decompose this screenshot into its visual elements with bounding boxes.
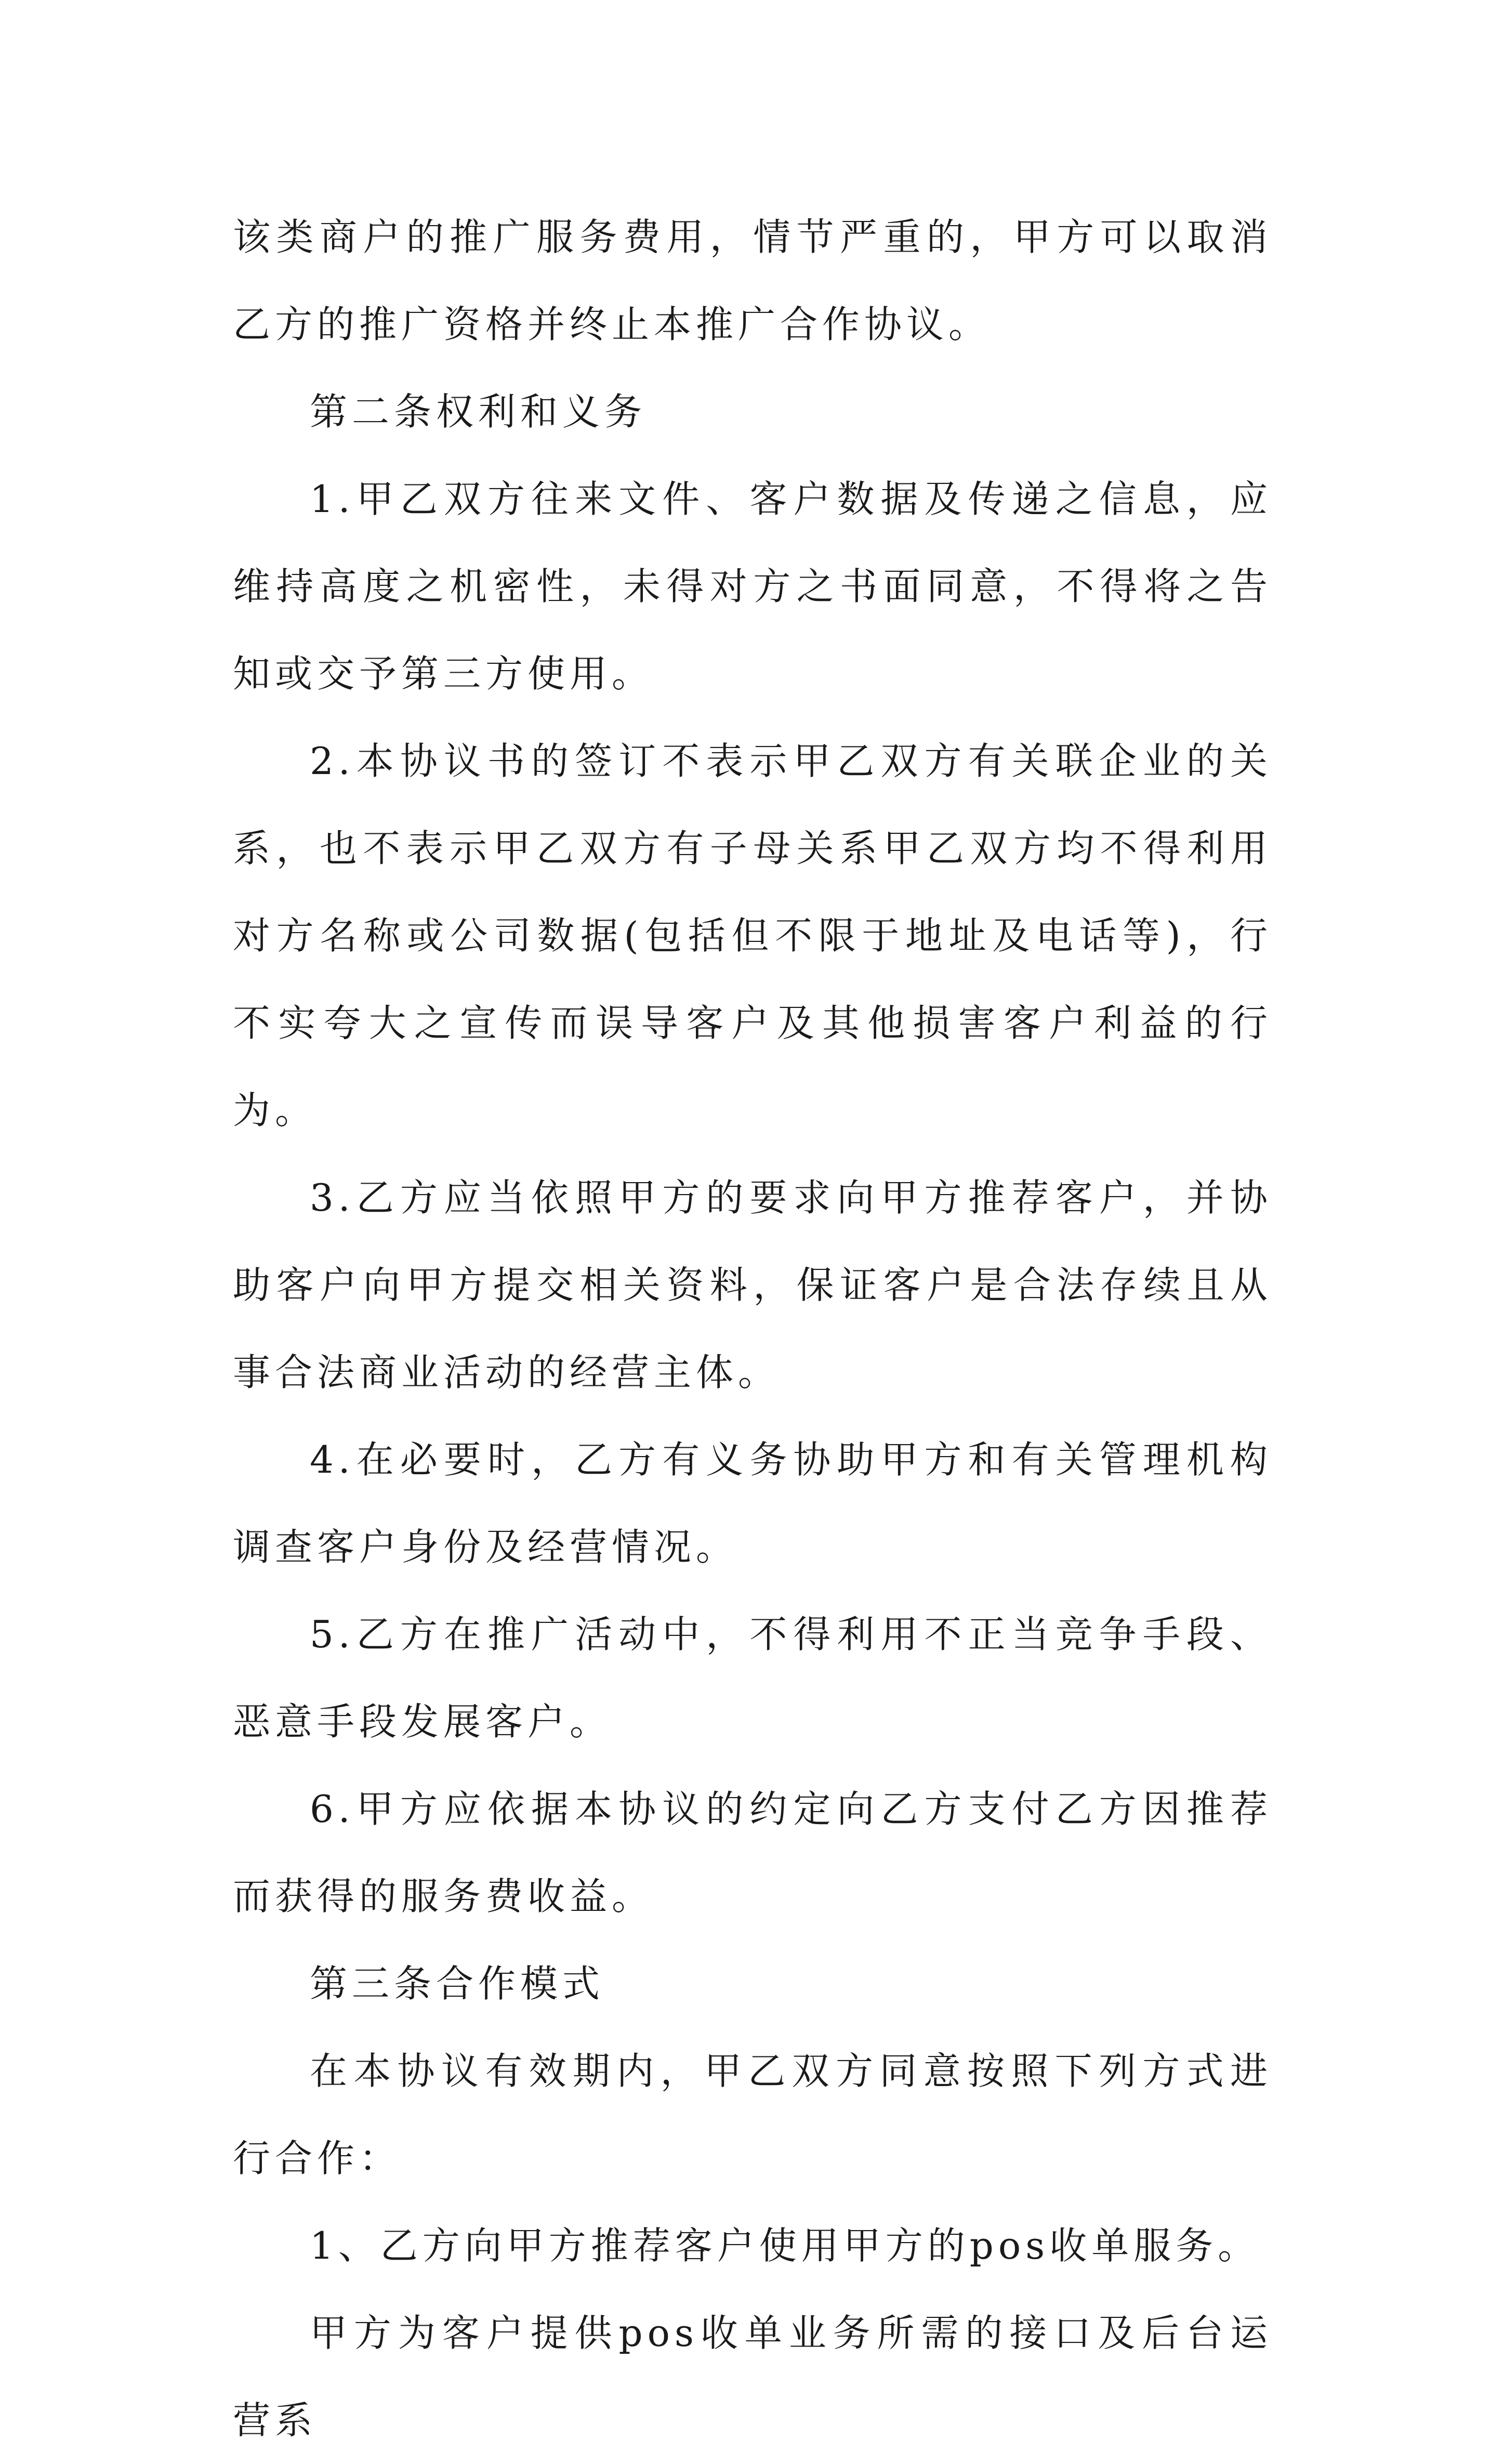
section-heading-cooperation-mode: 第三条合作模式 [310, 1962, 605, 2006]
paragraph-item-5-competition: 5.乙方在推广活动中，不得利用不正当竞争手段、恶意手段发展客户。 [233, 1613, 1272, 1744]
paragraph-pos-system: 甲方为客户提供pos收单业务所需的接口及后台运营系 [233, 2311, 1272, 2442]
paragraph-item-4-investigation: 4.在必要时，乙方有义务协助甲方和有关管理机构调查客户身份及经营情况。 [233, 1438, 1272, 1569]
paragraph-item-6-payment: 6.甲方应依据本协议的约定向乙方支付乙方因推荐而获得的服务费收益。 [233, 1787, 1272, 1918]
paragraph-pos-referral: 1、乙方向甲方推荐客户使用甲方的pos收单服务。 [310, 2224, 1260, 2268]
section-heading-rights-obligations: 第二条权利和义务 [310, 390, 647, 434]
paragraph-item-1-confidentiality: 1.甲乙双方往来文件、客户数据及传递之信息，应维持高度之机密性，未得对方之书面同意，不得将之告知或交予第三方使用。 [233, 477, 1272, 696]
paragraph-cooperation-intro: 在本协议有效期内，甲乙双方同意按照下列方式进行合作： [233, 2049, 1272, 2180]
paragraph-fee-clause: 该类商户的推广服务费用，情节严重的，甲方可以取消乙方的推广资格并终止本推广合作协议。 [233, 215, 1272, 346]
paragraph-item-2-relationship: 2.本协议书的签订不表示甲乙双方有关联企业的关系，也不表示甲乙双方有子母关系甲乙双方均不得利用对方名称或公司数据(包括但不限于地址及电话等)，行不实夸大之宣传而误导客户及其他损害客户利益的行为。 [233, 739, 1272, 1132]
document-body [233, 193, 1272, 2464]
paragraph-item-3-referral: 3.乙方应当依照甲方的要求向甲方推荐客户，并协助客户向甲方提交相关资料，保证客户是合法存续且从事合法商业活动的经营主体。 [233, 1176, 1272, 1394]
